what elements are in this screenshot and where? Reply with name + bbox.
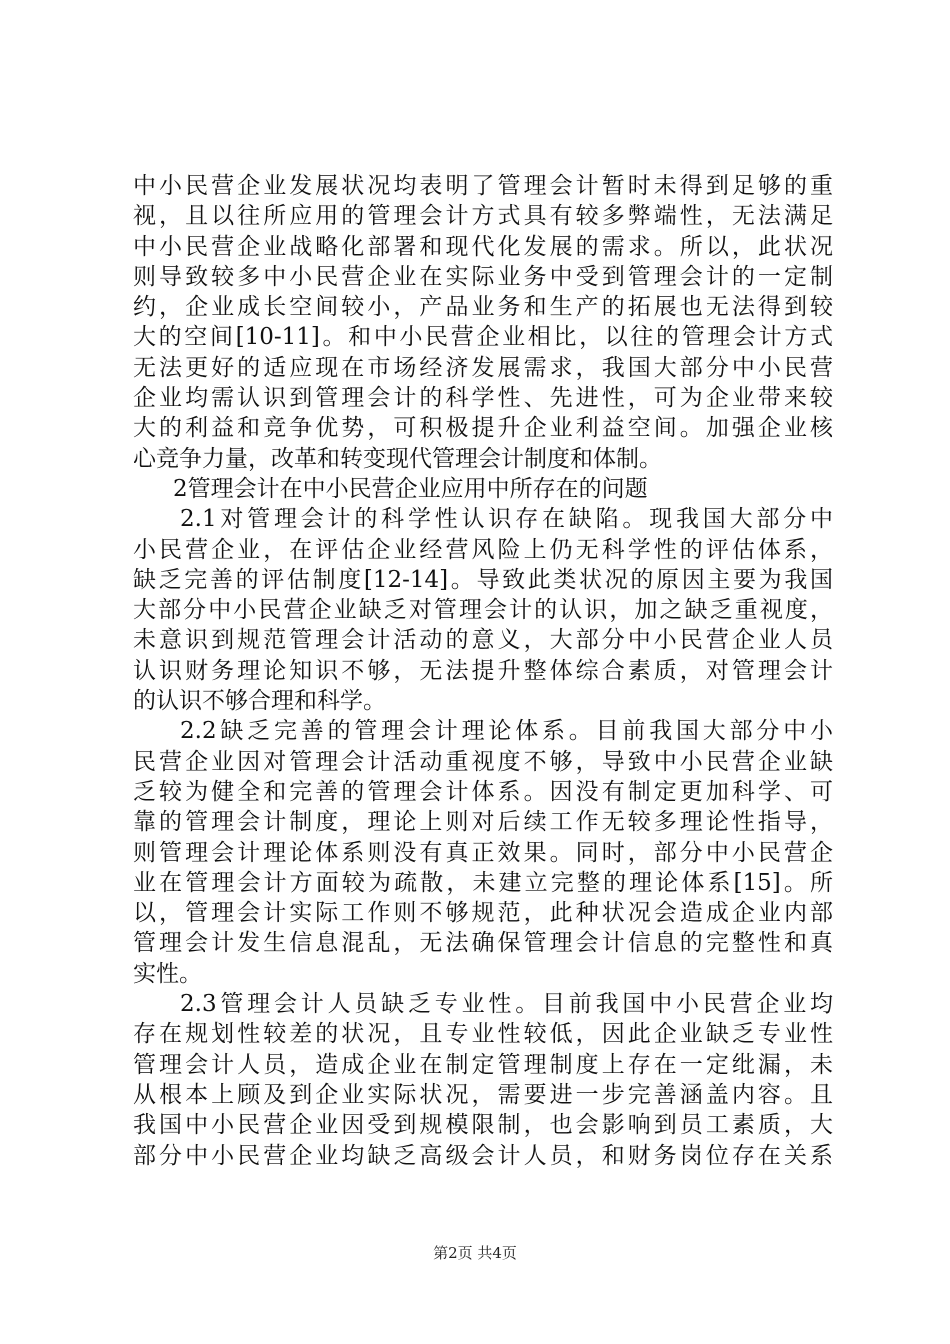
text-line: 管理会计发生信息混乱，无法确保管理会计信息的完整性和真 <box>133 930 833 957</box>
section-heading: 2管理会计在中小民营企业应用中所存在的问题 <box>173 475 648 502</box>
text-line: 则导致较多中小民营企业在实际业务中受到管理会计的一定制 <box>133 263 833 290</box>
text-line: 大的利益和竞争优势，可积极提升企业利益空间。加强企业核 <box>133 415 833 442</box>
text-line: 乏较为健全和完善的管理会计体系。因没有制定更加科学、可 <box>133 778 833 805</box>
text-line: 大的空间[10-11]。和中小民营企业相比，以往的管理会计方式 <box>133 324 833 351</box>
paragraph-2-1 <box>133 504 833 716</box>
text-line: 中小民营企业发展状况均表明了管理会计暂时未得到足够的重 <box>133 173 833 199</box>
paragraph-2-2 <box>133 716 833 989</box>
text-line: 小民营企业，在评估企业经营风险上仍无科学性的评估体系， <box>133 536 833 563</box>
text-line: 2.1对管理会计的科学性认识存在缺陷。现我国大部分中 <box>180 506 833 533</box>
text-line: 民营企业因对管理会计活动重视度不够，导致中小民营企业缺 <box>133 748 833 775</box>
text-line: 企业均需认识到管理会计的科学性、先进性，可为企业带来较 <box>133 385 833 412</box>
page-number-footer: 第2页 共4页 <box>433 1244 517 1262</box>
text-line: 我国中小民营企业因受到规模限制，也会影响到员工素质，大 <box>133 1112 833 1139</box>
text-line: 以，管理会计实际工作则不够规范，此种状况会造成企业内部 <box>133 900 833 927</box>
text-line: 大部分中小民营企业缺乏对管理会计的认识，加之缺乏重视度， <box>133 597 833 624</box>
text-line: 2.3管理会计人员缺乏专业性。目前我国中小民营企业均 <box>180 991 833 1018</box>
text-line: 视，且以往所应用的管理会计方式具有较多弊端性，无法满足 <box>133 203 833 230</box>
paragraph-2-3 <box>133 989 833 1171</box>
text-line: 业在管理会计方面较为疏散，未建立完整的理论体系[15]。所 <box>133 869 833 896</box>
text-line: 心竞争力量，改革和转变现代管理会计制度和体制。 <box>133 445 662 472</box>
text-line: 的认识不够合理和科学。 <box>133 688 386 715</box>
text-line: 则管理会计理论体系则没有真正效果。同时，部分中小民营企 <box>133 839 833 866</box>
text-line: 无法更好的适应现在市场经济发展需求，我国大部分中小民营 <box>133 354 833 381</box>
text-line: 认识财务理论知识不够，无法提升整体综合素质，对管理会计 <box>133 657 833 684</box>
text-line: 缺乏完善的评估制度[12-14]。导致此类状况的原因主要为我国 <box>133 566 833 593</box>
text-line: 2.2缺乏完善的管理会计理论体系。目前我国大部分中小 <box>180 718 833 745</box>
text-line: 靠的管理会计制度，理论上则对后续工作无较多理论性指导， <box>133 809 833 836</box>
body-text <box>133 171 833 1171</box>
text-line: 部分中小民营企业均缺乏高级会计人员，和财务岗位存在关系 <box>133 1142 833 1169</box>
text-line: 中小民营企业战略化部署和现代化发展的需求。所以，此状况 <box>133 233 833 260</box>
text-line: 约，企业成长空间较小，产品业务和生产的拓展也无法得到较 <box>133 294 833 321</box>
text-line: 存在规划性较差的状况，且专业性较低，因此企业缺乏专业性 <box>133 1021 833 1048</box>
paragraph-continuation <box>133 171 833 474</box>
text-line: 未意识到规范管理会计活动的意义，大部分中小民营企业人员 <box>133 627 833 654</box>
text-line: 从根本上顾及到企业实际状况，需要进一步完善涵盖内容。且 <box>133 1081 833 1108</box>
text-line: 管理会计人员，造成企业在制定管理制度上存在一定纰漏，未 <box>133 1051 833 1078</box>
text-line: 实性。 <box>133 960 202 987</box>
